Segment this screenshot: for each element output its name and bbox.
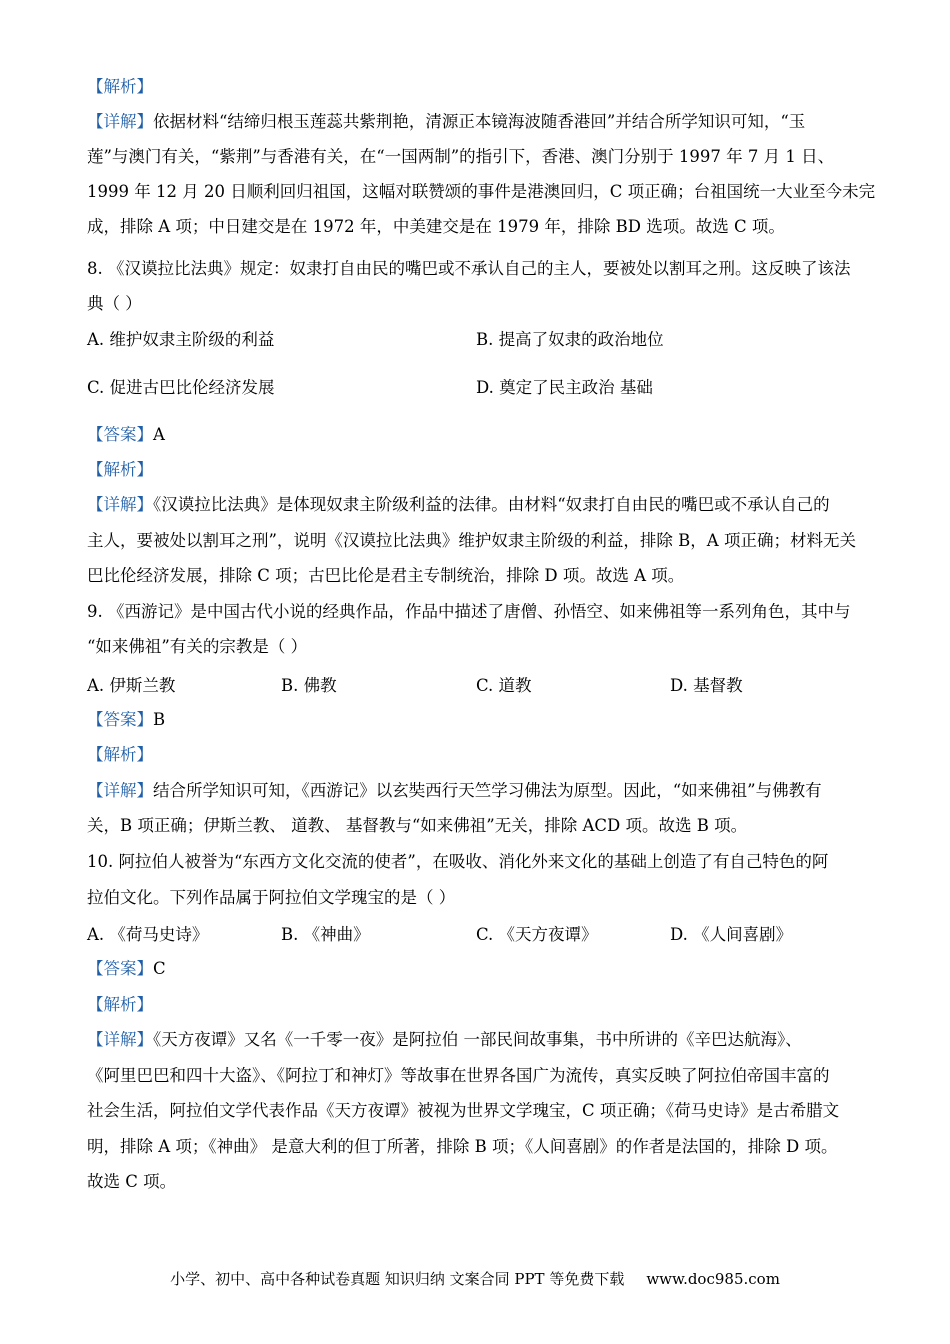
q10-detail-line bbox=[87, 1029, 802, 1051]
q7-detail-text: 依据材料“结缔归根玉莲蕊共紫荆艳，清源正本镜海波随香港回”并结合所学知识可知，“玉 bbox=[153, 112, 806, 131]
q10-detail-line: 社会生活，阿拉伯文学代表作品《天方夜谭》被视为世界文学瑰宝，C 项正确；《荷马史诗》是古希腊文 bbox=[87, 1101, 840, 1120]
q8-stem: 典（ ） bbox=[87, 294, 142, 313]
q9-answer-tag: 【答案】 bbox=[87, 710, 153, 729]
q10-option-c: C. 《天方夜谭》 bbox=[476, 925, 598, 944]
footer-text: 小学、初中、高中各种试卷真题 知识归纳 文案合同 PPT 等免费下载 bbox=[170, 1270, 625, 1288]
q8-detail-line: 巴比伦经济发展，排除 C 项；古巴比伦是君主专制统治，排除 D 项。故选 A 项。 bbox=[87, 566, 685, 585]
q9-stem: “如来佛祖”有关的宗教是（ ） bbox=[87, 637, 308, 656]
q8-option-a: A. 维护奴隶主阶级的利益 bbox=[87, 330, 275, 349]
q10-detail-line: 明，排除 A 项；《神曲》 是意大利的但丁所著，排除 B 项；《人间喜剧》的作者是法国的，排除 D 项。 bbox=[87, 1137, 838, 1156]
q10-detail-line: 《阿里巴巴和四十大盗》、《阿拉丁和神灯》等故事在世界各国广为流传，真实反映了阿拉伯帝国丰富的 bbox=[87, 1066, 830, 1085]
q8-xiangjie-tag: 【详解】 bbox=[87, 495, 153, 514]
q7-detail-line: 莲”与澳门有关，“紫荆”与香港有关，在“一国两制”的指引下，香港、澳门分别于 1997 年 7 月 1 日、 bbox=[87, 147, 835, 166]
q10-answer bbox=[87, 958, 166, 980]
q10-option-d: D. 《人间喜剧》 bbox=[670, 925, 793, 944]
q7-xiangjie-tag: 【详解】 bbox=[87, 112, 153, 131]
q10-option-b: B. 《神曲》 bbox=[281, 925, 370, 944]
q8-jiexi-tag: 【解析】 bbox=[87, 460, 153, 479]
q8-answer-value: A bbox=[153, 425, 165, 444]
q8-option-c: C. 促进古巴比伦经济发展 bbox=[87, 378, 275, 397]
q10-detail-line: 故选 C 项。 bbox=[87, 1172, 177, 1191]
q9-option-c: C. 道教 bbox=[476, 676, 532, 695]
q8-answer-tag: 【答案】 bbox=[87, 425, 153, 444]
q9-option-a: A. 伊斯兰教 bbox=[87, 676, 176, 695]
q10-stem: 10. 阿拉伯人被誉为“东西方文化交流的使者”，在吸收、消化外来文化的基础上创造了有自己特色的阿 bbox=[87, 852, 829, 871]
q10-stem: 拉伯文化。下列作品属于阿拉伯文学瑰宝的是（ ） bbox=[87, 888, 456, 907]
q9-option-b: B. 佛教 bbox=[281, 676, 337, 695]
q9-detail-line bbox=[87, 780, 822, 802]
q8-option-d: D. 奠定了民主政治 基础 bbox=[476, 378, 653, 397]
q7-detail-line: 1999 年 12 月 20 日顺利回归祖国，这幅对联赞颂的事件是港澳回归，C 项正确；台祖国统一大业至今未完 bbox=[87, 182, 876, 201]
q8-stem: 8. 《汉谟拉比法典》规定：奴隶打自由民的嘴巴或不承认自己的主人，要被处以割耳之刑。这反映了该法 bbox=[87, 259, 851, 278]
q10-detail-text: 《天方夜谭》又名《一千零一夜》是阿拉伯 一部民间故事集，书中所讲的《辛巴达航海》、 bbox=[153, 1030, 802, 1049]
q7-detail-line: 成，排除 A 项；中日建交是在 1972 年，中美建交是在 1979 年，排除 BD 选项。故选 C 项。 bbox=[87, 217, 785, 236]
q9-answer bbox=[87, 709, 165, 731]
q9-detail-line: 关，B 项正确；伊斯兰教、 道教、 基督教与“如来佛祖”无关，排除 ACD 项。故选 B 项。 bbox=[87, 816, 748, 835]
q9-detail-text: 结合所学知识可知，《西游记》以玄奘西行天竺学习佛法为原型。因此，“如来佛祖”与佛教有 bbox=[153, 781, 822, 800]
q9-answer-value: B bbox=[153, 710, 166, 729]
q9-option-d: D. 基督教 bbox=[670, 676, 743, 695]
q10-xiangjie-tag: 【详解】 bbox=[87, 1030, 153, 1049]
q8-option-b: B. 提高了奴隶的政治地位 bbox=[476, 330, 664, 349]
q9-xiangjie-tag: 【详解】 bbox=[87, 781, 153, 800]
q10-answer-value: C bbox=[153, 959, 166, 978]
footer-url[interactable]: www.doc985.com bbox=[646, 1270, 780, 1288]
q8-detail-line: 主人，要被处以割耳之刑”，说明《汉谟拉比法典》维护奴隶主阶级的利益，排除 B，A 项正确；材料无关 bbox=[87, 531, 856, 550]
q9-stem: 9. 《西游记》是中国古代小说的经典作品，作品中描述了唐僧、孙悟空、如来佛祖等一系列角色，其中与 bbox=[87, 602, 851, 621]
q7-detail-line bbox=[87, 111, 805, 133]
q10-answer-tag: 【答案】 bbox=[87, 959, 153, 978]
q8-detail-line bbox=[87, 494, 830, 516]
q8-detail-text: 《汉谟拉比法典》是体现奴隶主阶级利益的法律。由材料“奴隶打自由民的嘴巴或不承认自己的 bbox=[153, 495, 830, 514]
q9-jiexi-tag: 【解析】 bbox=[87, 745, 153, 764]
q7-jiexi-tag: 【解析】 bbox=[87, 77, 153, 96]
page-footer bbox=[0, 1268, 950, 1290]
q10-option-a: A. 《荷马史诗》 bbox=[87, 925, 209, 944]
q8-answer bbox=[87, 424, 165, 446]
q10-jiexi-tag: 【解析】 bbox=[87, 995, 153, 1014]
